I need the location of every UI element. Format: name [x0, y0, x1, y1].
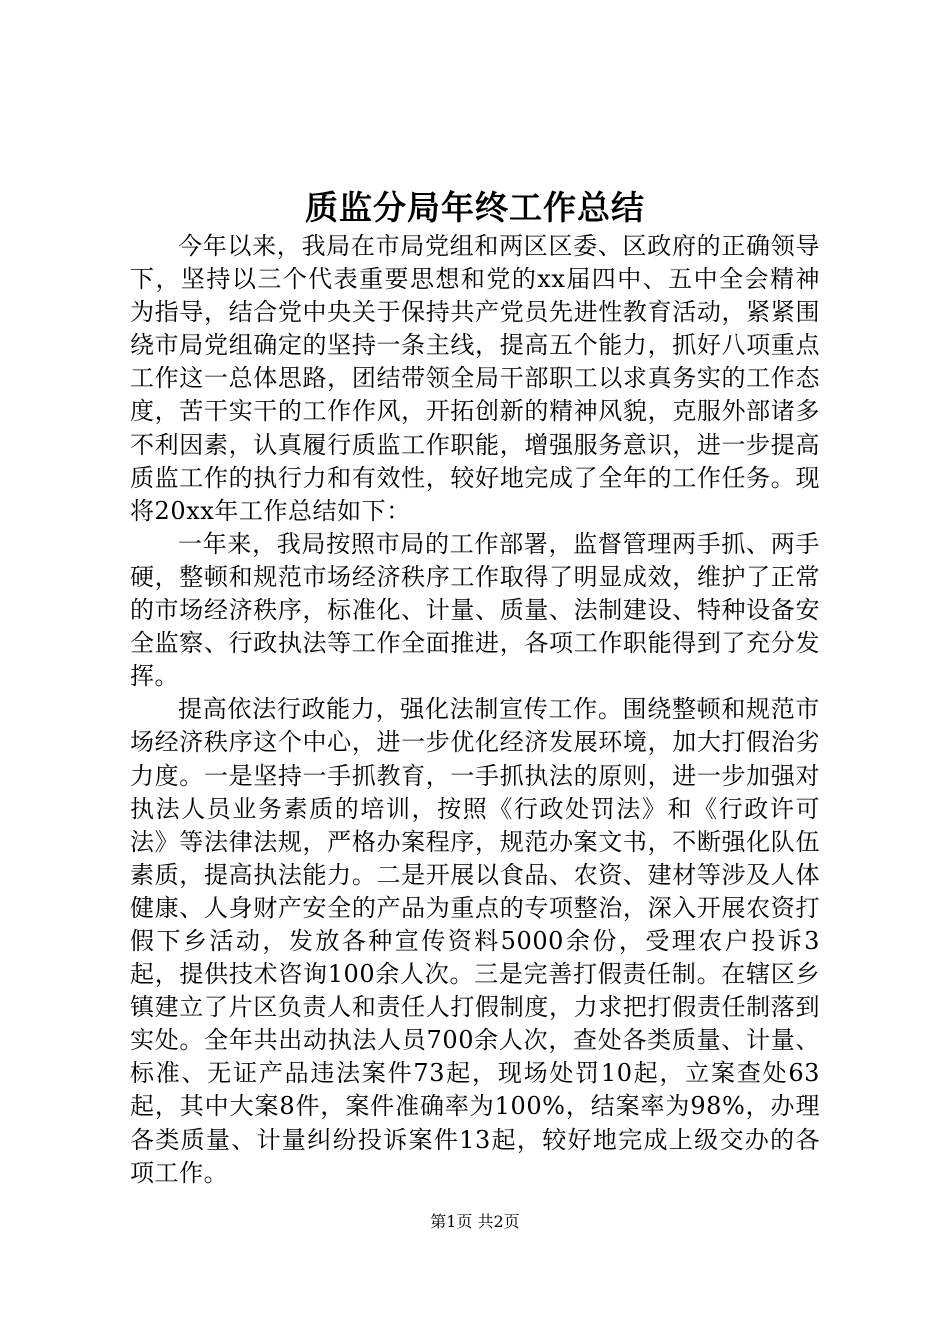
- paragraph-overview: 一年来，我局按照市局的工作部署，监督管理两手抓、两手硬，整顿和规范市场经济秩序工作取得了明显成效，维护了正常的市场经济秩序，标准化、计量、质量、法制建设、特种设备安全监察、行政执法等工作全面推进，各项工作职能得到了充分发挥。: [130, 529, 820, 691]
- document-title: 质监分局年终工作总结: [305, 188, 645, 227]
- document-body: [130, 230, 820, 1188]
- paragraph-law-enforcement: 提高依法行政能力，强化法制宣传工作。围绕整顿和规范市场经济秩序这个中心，进一步优化经济发展环境，加大打假治劣力度。一是坚持一手抓教育，一手抓执法的原则，进一步加强对执法人员业务素质的培训，按照《行政处罚法》和《行政许可法》等法律法规，严格办案程序，规范办案文书，不断强化队伍素质，提高执法能力。二是开展以食品、农资、建材等涉及人体健康、人身财产安全的产品为重点的专项整治，深入开展农资打假下乡活动，发放各种宣传资料5000余份，受理农户投诉3起，提供技术咨询100余人次。三是完善打假责任制。在辖区乡镇建立了片区负责人和责任人打假制度，力求把打假责任制落到实处。全年共出动执法人员700余人次，查处各类质量、计量、标准、无证产品违法案件73起，现场处罚10起，立案查处63起，其中大案8件，案件准确率为100%，结案率为98%，办理各类质量、计量纠纷投诉案件13起，较好地完成上级交办的各项工作。: [130, 695, 820, 1187]
- page-footer: 第1页 共2页: [430, 1212, 520, 1231]
- paragraph-intro: 今年以来，我局在市局党组和两区区委、区政府的正确领导下，坚持以三个代表重要思想和党的xx届四中、五中全会精神为指导，结合党中央关于保持共产党员先进性教育活动，紧紧围绕市局党组确定的坚持一条主线，提高五个能力，抓好八项重点工作这一总体思路，团结带领全局干部职工以求真务实的工作态度，苦干实干的工作作风，开拓创新的精神风貌，克服外部诸多不利因素，认真履行质监工作职能，增强服务意识，进一步提高质监工作的执行力和有效性，较好地完成了全年的工作任务。现将20xx年工作总结如下：: [130, 232, 820, 525]
